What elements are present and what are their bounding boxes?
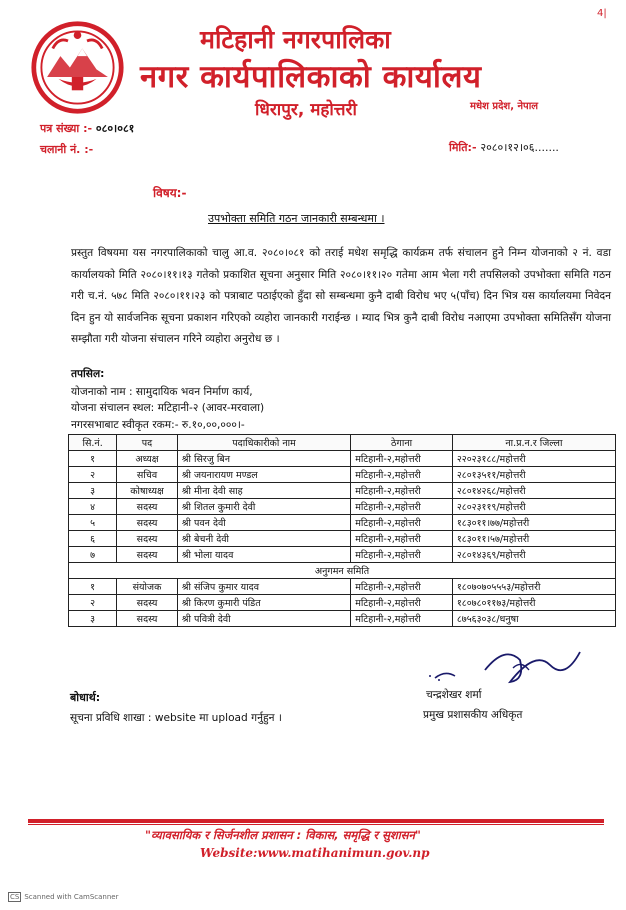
id-cell: १८०७८०११७३/महोत्तरी [452,595,615,611]
name-cell: श्री शितल कुमारी देवी [177,499,350,515]
dispatch-number [40,142,93,157]
serial-cell: ४ [69,499,117,515]
position-cell: सदस्य [117,531,178,547]
name-cell: श्री भोला यादव [177,547,350,563]
address-cell: मटिहानी-२,महोत्तरी [351,611,453,627]
table-header-row [69,435,616,451]
table-row [69,595,616,611]
id-cell: २८०१३५११/महोत्तरी [452,467,615,483]
position-cell: सचिव [117,467,178,483]
scanner-watermark [8,892,119,902]
date-label: मिति:- [449,141,477,154]
address-cell: मटिहानी-२,महोत्तरी [351,451,453,467]
tapsil-label: तपसिल: [71,368,105,380]
cc-text: सूचना प्रविधि शाखा : website मा upload गर्नुहुन । [70,712,282,724]
monitoring-section [69,563,616,579]
id-cell: २८०२३११९/महोत्तरी [452,499,615,515]
dispatch-number-label: चलानी नं. :- [40,143,94,156]
serial-cell: ७ [69,547,117,563]
table-row [69,547,616,563]
serial-cell: २ [69,595,117,611]
footer-website: Website:www.matihanimun.gov.np [200,846,430,860]
letter-number-label: पत्र संख्या :- [40,122,93,135]
letter-number-value: ०८०।०८१ [95,122,135,135]
address-cell: मटिहानी-२,महोत्तरी [351,515,453,531]
section-title-row [69,563,616,579]
table-row [69,611,616,627]
serial-cell: ५ [69,515,117,531]
header-cell: सि.नं. [69,435,117,451]
footer-rule [28,819,604,823]
id-cell: १८३०११।५७/महोत्तरी [452,531,615,547]
footer-rule-thin [28,824,604,825]
address-cell: मटिहानी-२,महोत्तरी [351,579,453,595]
municipality-name: मटिहानी नगरपालिका [200,25,391,54]
position-cell: संयोजक [117,579,178,595]
footer-slogan: "व्यावसायिक र सिर्जनशील प्रशासन : विकास, समृद्धि र सुशासन" [145,828,421,842]
position-cell: सदस्य [117,595,178,611]
subject-label: विषय:- [153,186,187,200]
serial-cell: ६ [69,531,117,547]
header-cell: पदाधिकारीको नाम [177,435,350,451]
province-label: मधेश प्रदेश, नेपाल [470,101,539,112]
position-cell: सदस्य [117,547,178,563]
id-cell: ८७५६३०३८/धनुषा [452,611,615,627]
approved-amount: नगरसभाबाट स्वीकृत रकम:- रु.१०,००,०००।- [71,419,245,431]
table-row [69,531,616,547]
header-cell: ना.प्र.न.र जिल्ला [452,435,615,451]
table-row [69,451,616,467]
project-name: योजनाको नाम : सामुदायिक भवन निर्माण कार्य, [71,386,253,398]
scanner-badge: CS [10,893,20,901]
letter-number [40,121,134,136]
cc-label: बोधार्थ: [70,691,101,704]
table-row [69,579,616,595]
name-cell: श्री जयनारायण मण्डल [177,467,350,483]
table-row [69,499,616,515]
id-cell: २८०१४२६८/महोत्तरी [452,483,615,499]
subject-text: उपभोक्ता समिति गठन जानकारी सम्बन्धमा । [208,212,385,225]
table-row [69,515,616,531]
address-cell: मटिहानी-२,महोत्तरी [351,499,453,515]
name-cell: श्री सिरजु बिन [177,451,350,467]
id-cell: १८३०११।७७/महोत्तरी [452,515,615,531]
name-cell: श्री पवन देवी [177,515,350,531]
serial-cell: २ [69,467,117,483]
body-paragraph: प्रस्तुत विषयमा यस नगरपालिकाको चालु आ.व. २०८०।०८१ को तराई मधेश समृद्धि कार्यक्रम तर्फ संचालन हुने निम्न योजनाको २ नं. वडा कार्यालयको मिति २०८०।११।१३ गतेको प्रकाशित सूचना अनुसार मिति २०८०।११।२० गतेमा आम भेला गरी तपसिलको उपभोक्ता समिति गठन गरी च.नं. ५७८ मिति २०८०।११।२३ को पत्राबाट पठाईएको हुँदा सो सम्बन्धमा कुनै दाबी विरोध भए ५(पाँच) दिन भित्र यस कार्यालयमा निवेदन दिन हुन यो सार्वजनिक सूचना प्रकाशन गरिएको व्यहोरा जानकारी गराईन्छ । म्याद भित्र कुनै दाबी विरोध नआएमा उपभोक्ता समितिसँग योजना सम्झौता गरी योजना संचालन गरिने व्यहोरा अनुरोध छ । [71,247,611,346]
serial-cell: ३ [69,611,117,627]
id-cell: १८०७०७०५५५३/महोत्तरी [452,579,615,595]
signature-mark [425,640,585,690]
table-row [69,483,616,499]
signatory-name: चन्द्रशेखर शर्मा [426,689,482,701]
address-cell: मटिहानी-२,महोत्तरी [351,595,453,611]
committee-table [68,434,616,627]
signatory-title: प्रमुख प्रशासकीय अधिकृत [423,709,523,721]
serial-cell: १ [69,451,117,467]
monitor-rows [69,579,616,627]
header-cell: पद [117,435,178,451]
serial-cell: १ [69,579,117,595]
corner-mark: 4| [597,8,607,19]
id-cell: २८०१४३६९/महोत्तरी [452,547,615,563]
position-cell: सदस्य [117,611,178,627]
address-cell: मटिहानी-२,महोत्तरी [351,531,453,547]
position-cell: अध्यक्ष [117,451,178,467]
section-title: अनुगमन समिति [69,563,616,579]
letter-date [449,140,559,155]
address-cell: मटिहानी-२,महोत्तरी [351,467,453,483]
scanner-text: Scanned with CamScanner [24,893,119,901]
name-cell: श्री मीना देवी साह [177,483,350,499]
position-cell: सदस्य [117,499,178,515]
id-cell: २२०२३१८८/महोत्तरी [452,451,615,467]
table-row [69,467,616,483]
address-cell: मटिहानी-२,महोत्तरी [351,547,453,563]
nepal-emblem-icon [30,20,125,115]
address-cell: मटिहानी-२,महोत्तरी [351,483,453,499]
project-location: योजना संचालन स्थल: मटिहानी-२ (आवर-मरवाला) [71,402,265,414]
name-cell: श्री बेचनी देवी [177,531,350,547]
position-cell: सदस्य [117,515,178,531]
office-name: नगर कार्यपालिकाको कार्यालय [140,59,482,95]
name-cell: श्री पवित्री देवी [177,611,350,627]
header-cell: ठेगाना [351,435,453,451]
name-cell: श्री किरण कुमारी पंडित [177,595,350,611]
office-location: धिरापुर, महोत्तरी [255,100,357,120]
position-cell: कोषाध्यक्ष [117,483,178,499]
serial-cell: ३ [69,483,117,499]
name-cell: श्री संजिप कुमार यादव [177,579,350,595]
committee-rows [69,451,616,563]
date-value: २०८०।१२।०६....... [480,141,559,154]
